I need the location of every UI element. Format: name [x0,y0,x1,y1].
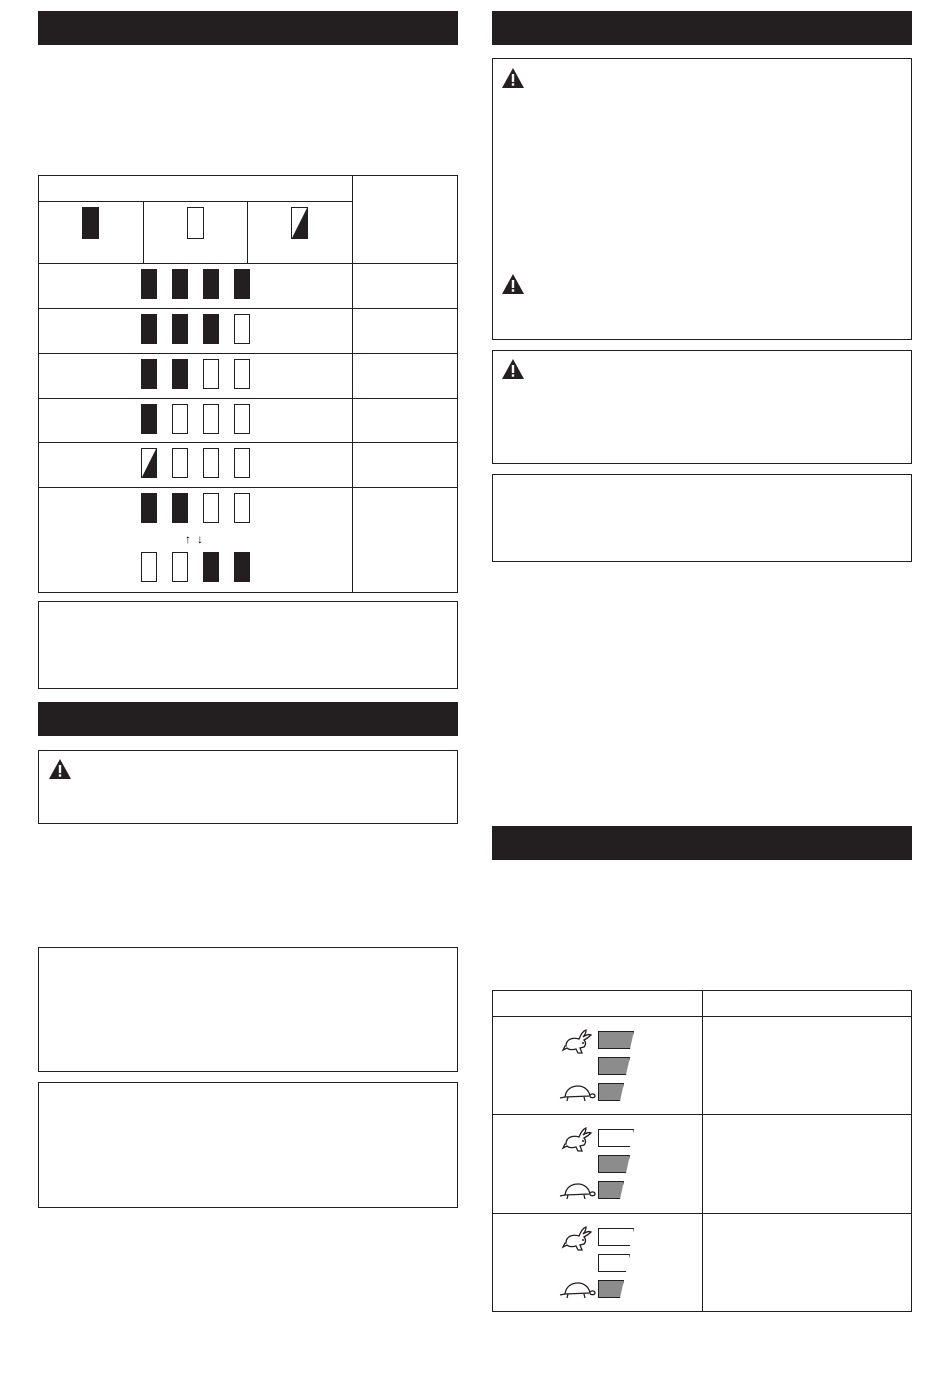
section-heading-bar [492,11,912,45]
lamp-off-icon [172,552,188,582]
lamp-on-icon [172,493,188,523]
lamp-off-icon [234,314,250,344]
warning-triangle-icon [48,758,72,780]
lamp-on-icon [203,314,219,344]
turtle-icon [558,1281,596,1301]
note-box [492,474,912,562]
lamp-off-icon [172,448,188,478]
rabbit-icon [560,1028,594,1056]
lamp-off-icon [172,404,188,434]
lamp-off-icon [234,493,250,523]
lamp-on-icon [234,552,250,582]
caution-box [38,750,458,824]
speed-level-3-lit [598,1083,624,1101]
speed-level-3-lit [598,1280,624,1298]
section-heading-bar [492,826,912,860]
lamp-on-icon [172,314,188,344]
note-box [38,601,458,689]
speed-level-3-lit [598,1181,624,1199]
note-box [38,1082,458,1208]
section-heading-bar [38,702,458,736]
lamp-on-icon [141,314,157,344]
speed-level-2-lit [598,1155,630,1173]
speed-level-2-lit [598,1057,630,1075]
turtle-icon [558,1182,596,1202]
speed-level-1-off [598,1228,634,1246]
lamp-lighted-icon [82,207,99,239]
warning-triangle-icon [501,67,525,89]
lamp-off-icon [234,404,250,434]
rabbit-icon [560,1225,594,1253]
lamp-off-icon [234,359,250,389]
speed-level-1-lit [598,1031,634,1049]
turtle-icon [558,1084,596,1104]
lamp-off-icon [234,448,250,478]
lamp-blinking-icon [291,207,308,239]
battery-indicator-table [38,175,458,593]
lamp-on-icon [172,269,188,299]
caution-box [492,350,912,464]
lamp-on-icon [141,269,157,299]
lamp-off-icon [203,359,219,389]
rabbit-icon [560,1126,594,1154]
lamp-on-icon [172,359,188,389]
section-heading-bar [38,11,458,45]
lamp-on-icon [141,359,157,389]
speed-level-2-off [598,1254,630,1272]
speed-indicator-table [492,990,912,1312]
lamp-on-icon [141,404,157,434]
lamp-on-icon [203,552,219,582]
lamp-off-icon [203,404,219,434]
lamp-off-icon [187,207,204,239]
lamp-on-icon [141,493,157,523]
lamp-on-icon [203,269,219,299]
speed-level-1-off [598,1129,634,1147]
lamp-half-icon [141,448,157,478]
warning-triangle-icon [501,273,525,295]
caution-box [492,58,912,340]
lamp-off-icon [141,552,157,582]
warning-triangle-icon [501,358,525,380]
note-box [38,947,458,1072]
lamp-off-icon [203,493,219,523]
lamp-on-icon [234,269,250,299]
lamp-off-icon [203,448,219,478]
alternating-arrows: ↑↓ [185,532,209,546]
